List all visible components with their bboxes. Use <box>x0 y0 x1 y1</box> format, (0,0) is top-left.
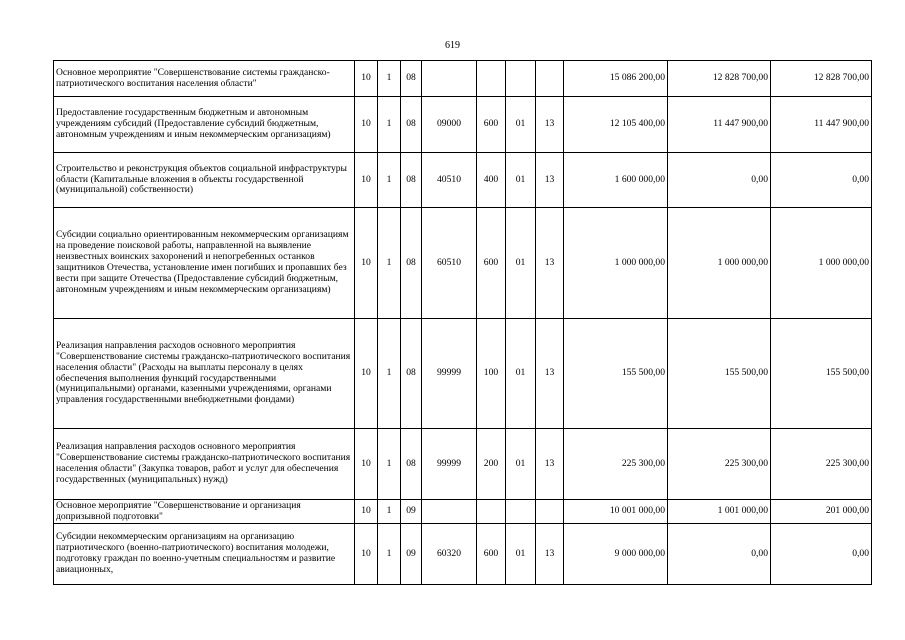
code-3: 08 <box>401 153 422 208</box>
sum-year-2: 12 828 700,00 <box>668 61 771 97</box>
code-1: 10 <box>355 319 378 429</box>
code-subsection: 13 <box>536 524 564 585</box>
sum-year-1: 9 000 000,00 <box>564 524 668 585</box>
sum-year-3: 0,00 <box>771 524 872 585</box>
row-name: Предоставление государственным бюджетным и автономным учреждениям субсидий (Предоставление субсидий бюджетным, автономным учреждениям и иным некоммерческим организациям) <box>54 97 355 153</box>
code-2: 1 <box>378 524 401 585</box>
table-row <box>54 429 872 500</box>
code-3: 08 <box>401 97 422 153</box>
table-row <box>54 500 872 524</box>
code-1: 10 <box>355 97 378 153</box>
sum-year-1: 155 500,00 <box>564 319 668 429</box>
code-3: 08 <box>401 61 422 97</box>
sum-year-1: 1 000 000,00 <box>564 208 668 319</box>
sum-year-3: 0,00 <box>771 153 872 208</box>
code-section <box>506 500 536 524</box>
code-section: 01 <box>506 319 536 429</box>
code-2: 1 <box>378 429 401 500</box>
budget-table <box>53 60 872 585</box>
code-target: 99999 <box>422 319 477 429</box>
row-name: Субсидии некоммерческим организациям на организацию патриотического (военно-патриотического) воспитания молодежи, подготовку граждан по военно-учетным специальностям и развитие авиационных, <box>54 524 355 585</box>
code-expense-type <box>477 61 506 97</box>
page-number: 619 <box>445 40 460 51</box>
table-row <box>54 524 872 585</box>
code-subsection <box>536 61 564 97</box>
code-1: 10 <box>355 429 378 500</box>
sum-year-2: 225 300,00 <box>668 429 771 500</box>
sum-year-1: 15 086 200,00 <box>564 61 668 97</box>
code-1: 10 <box>355 524 378 585</box>
code-1: 10 <box>355 208 378 319</box>
sum-year-3: 155 500,00 <box>771 319 872 429</box>
row-name: Строительство и реконструкция объектов социальной инфраструктуры области (Капитальные вложения в объекты государственной (муниципальной) собственности) <box>54 153 355 208</box>
sum-year-1: 10 001 000,00 <box>564 500 668 524</box>
sum-year-2: 1 001 000,00 <box>668 500 771 524</box>
sum-year-1: 12 105 400,00 <box>564 97 668 153</box>
code-section: 01 <box>506 429 536 500</box>
code-section: 01 <box>506 153 536 208</box>
code-expense-type: 600 <box>477 524 506 585</box>
code-expense-type: 200 <box>477 429 506 500</box>
code-1: 10 <box>355 500 378 524</box>
sum-year-2: 11 447 900,00 <box>668 97 771 153</box>
row-name: Основное мероприятие "Совершенствование и организация допризывной подготовки" <box>54 500 355 524</box>
sum-year-1: 225 300,00 <box>564 429 668 500</box>
code-expense-type: 100 <box>477 319 506 429</box>
code-2: 1 <box>378 208 401 319</box>
table-row <box>54 61 872 97</box>
code-subsection <box>536 500 564 524</box>
code-target: 40510 <box>422 153 477 208</box>
row-name: Реализация направления расходов основного мероприятия "Совершенствование системы гражданско-патриотического воспитания населения области" (Закупка товаров, работ и услуг для обеспечения государственных (муниципальных) нужд) <box>54 429 355 500</box>
code-target <box>422 61 477 97</box>
sum-year-3: 11 447 900,00 <box>771 97 872 153</box>
code-expense-type: 600 <box>477 208 506 319</box>
sum-year-3: 12 828 700,00 <box>771 61 872 97</box>
code-section: 01 <box>506 208 536 319</box>
code-subsection: 13 <box>536 319 564 429</box>
sum-year-1: 1 600 000,00 <box>564 153 668 208</box>
table-row <box>54 319 872 429</box>
code-expense-type: 400 <box>477 153 506 208</box>
code-3: 08 <box>401 429 422 500</box>
code-expense-type <box>477 500 506 524</box>
code-expense-type: 600 <box>477 97 506 153</box>
code-section <box>506 61 536 97</box>
sum-year-3: 201 000,00 <box>771 500 872 524</box>
row-name: Субсидии социально ориентированным некоммерческим организациям на проведение поисковой работы, направленной на выявление неизвестных воинских захоронений и непогребенных останков защитников Отечества, установление имен погибших и пропавших без вести при защите Отечества (Предоставление субсидий бюджетным, автономным учреждениям и иным некоммерческим организациям) <box>54 208 355 319</box>
row-name: Основное мероприятие "Совершенствование системы гражданско-патриотического воспитания населения области" <box>54 61 355 97</box>
code-2: 1 <box>378 61 401 97</box>
code-subsection: 13 <box>536 208 564 319</box>
code-3: 09 <box>401 500 422 524</box>
code-2: 1 <box>378 500 401 524</box>
code-2: 1 <box>378 153 401 208</box>
code-target: 99999 <box>422 429 477 500</box>
sum-year-2: 0,00 <box>668 153 771 208</box>
code-target: 09000 <box>422 97 477 153</box>
code-subsection: 13 <box>536 97 564 153</box>
code-target: 60510 <box>422 208 477 319</box>
sum-year-2: 0,00 <box>668 524 771 585</box>
code-1: 10 <box>355 153 378 208</box>
table-row <box>54 208 872 319</box>
sum-year-3: 225 300,00 <box>771 429 872 500</box>
row-name: Реализация направления расходов основного мероприятия "Совершенствование системы гражданско-патриотического воспитания населения области" (Расходы на выплаты персоналу в целях обеспечения выполнения функций государственными (муниципальными) органами, казенными учреждениями, органами управления государственными внебюджетными фондами) <box>54 319 355 429</box>
sum-year-2: 155 500,00 <box>668 319 771 429</box>
code-1: 10 <box>355 61 378 97</box>
table-row <box>54 153 872 208</box>
sum-year-3: 1 000 000,00 <box>771 208 872 319</box>
sum-year-2: 1 000 000,00 <box>668 208 771 319</box>
table-row <box>54 97 872 153</box>
code-3: 08 <box>401 319 422 429</box>
code-subsection: 13 <box>536 153 564 208</box>
code-target <box>422 500 477 524</box>
code-3: 09 <box>401 524 422 585</box>
code-3: 08 <box>401 208 422 319</box>
code-section: 01 <box>506 524 536 585</box>
code-section: 01 <box>506 97 536 153</box>
code-target: 60320 <box>422 524 477 585</box>
code-2: 1 <box>378 319 401 429</box>
code-2: 1 <box>378 97 401 153</box>
code-subsection: 13 <box>536 429 564 500</box>
